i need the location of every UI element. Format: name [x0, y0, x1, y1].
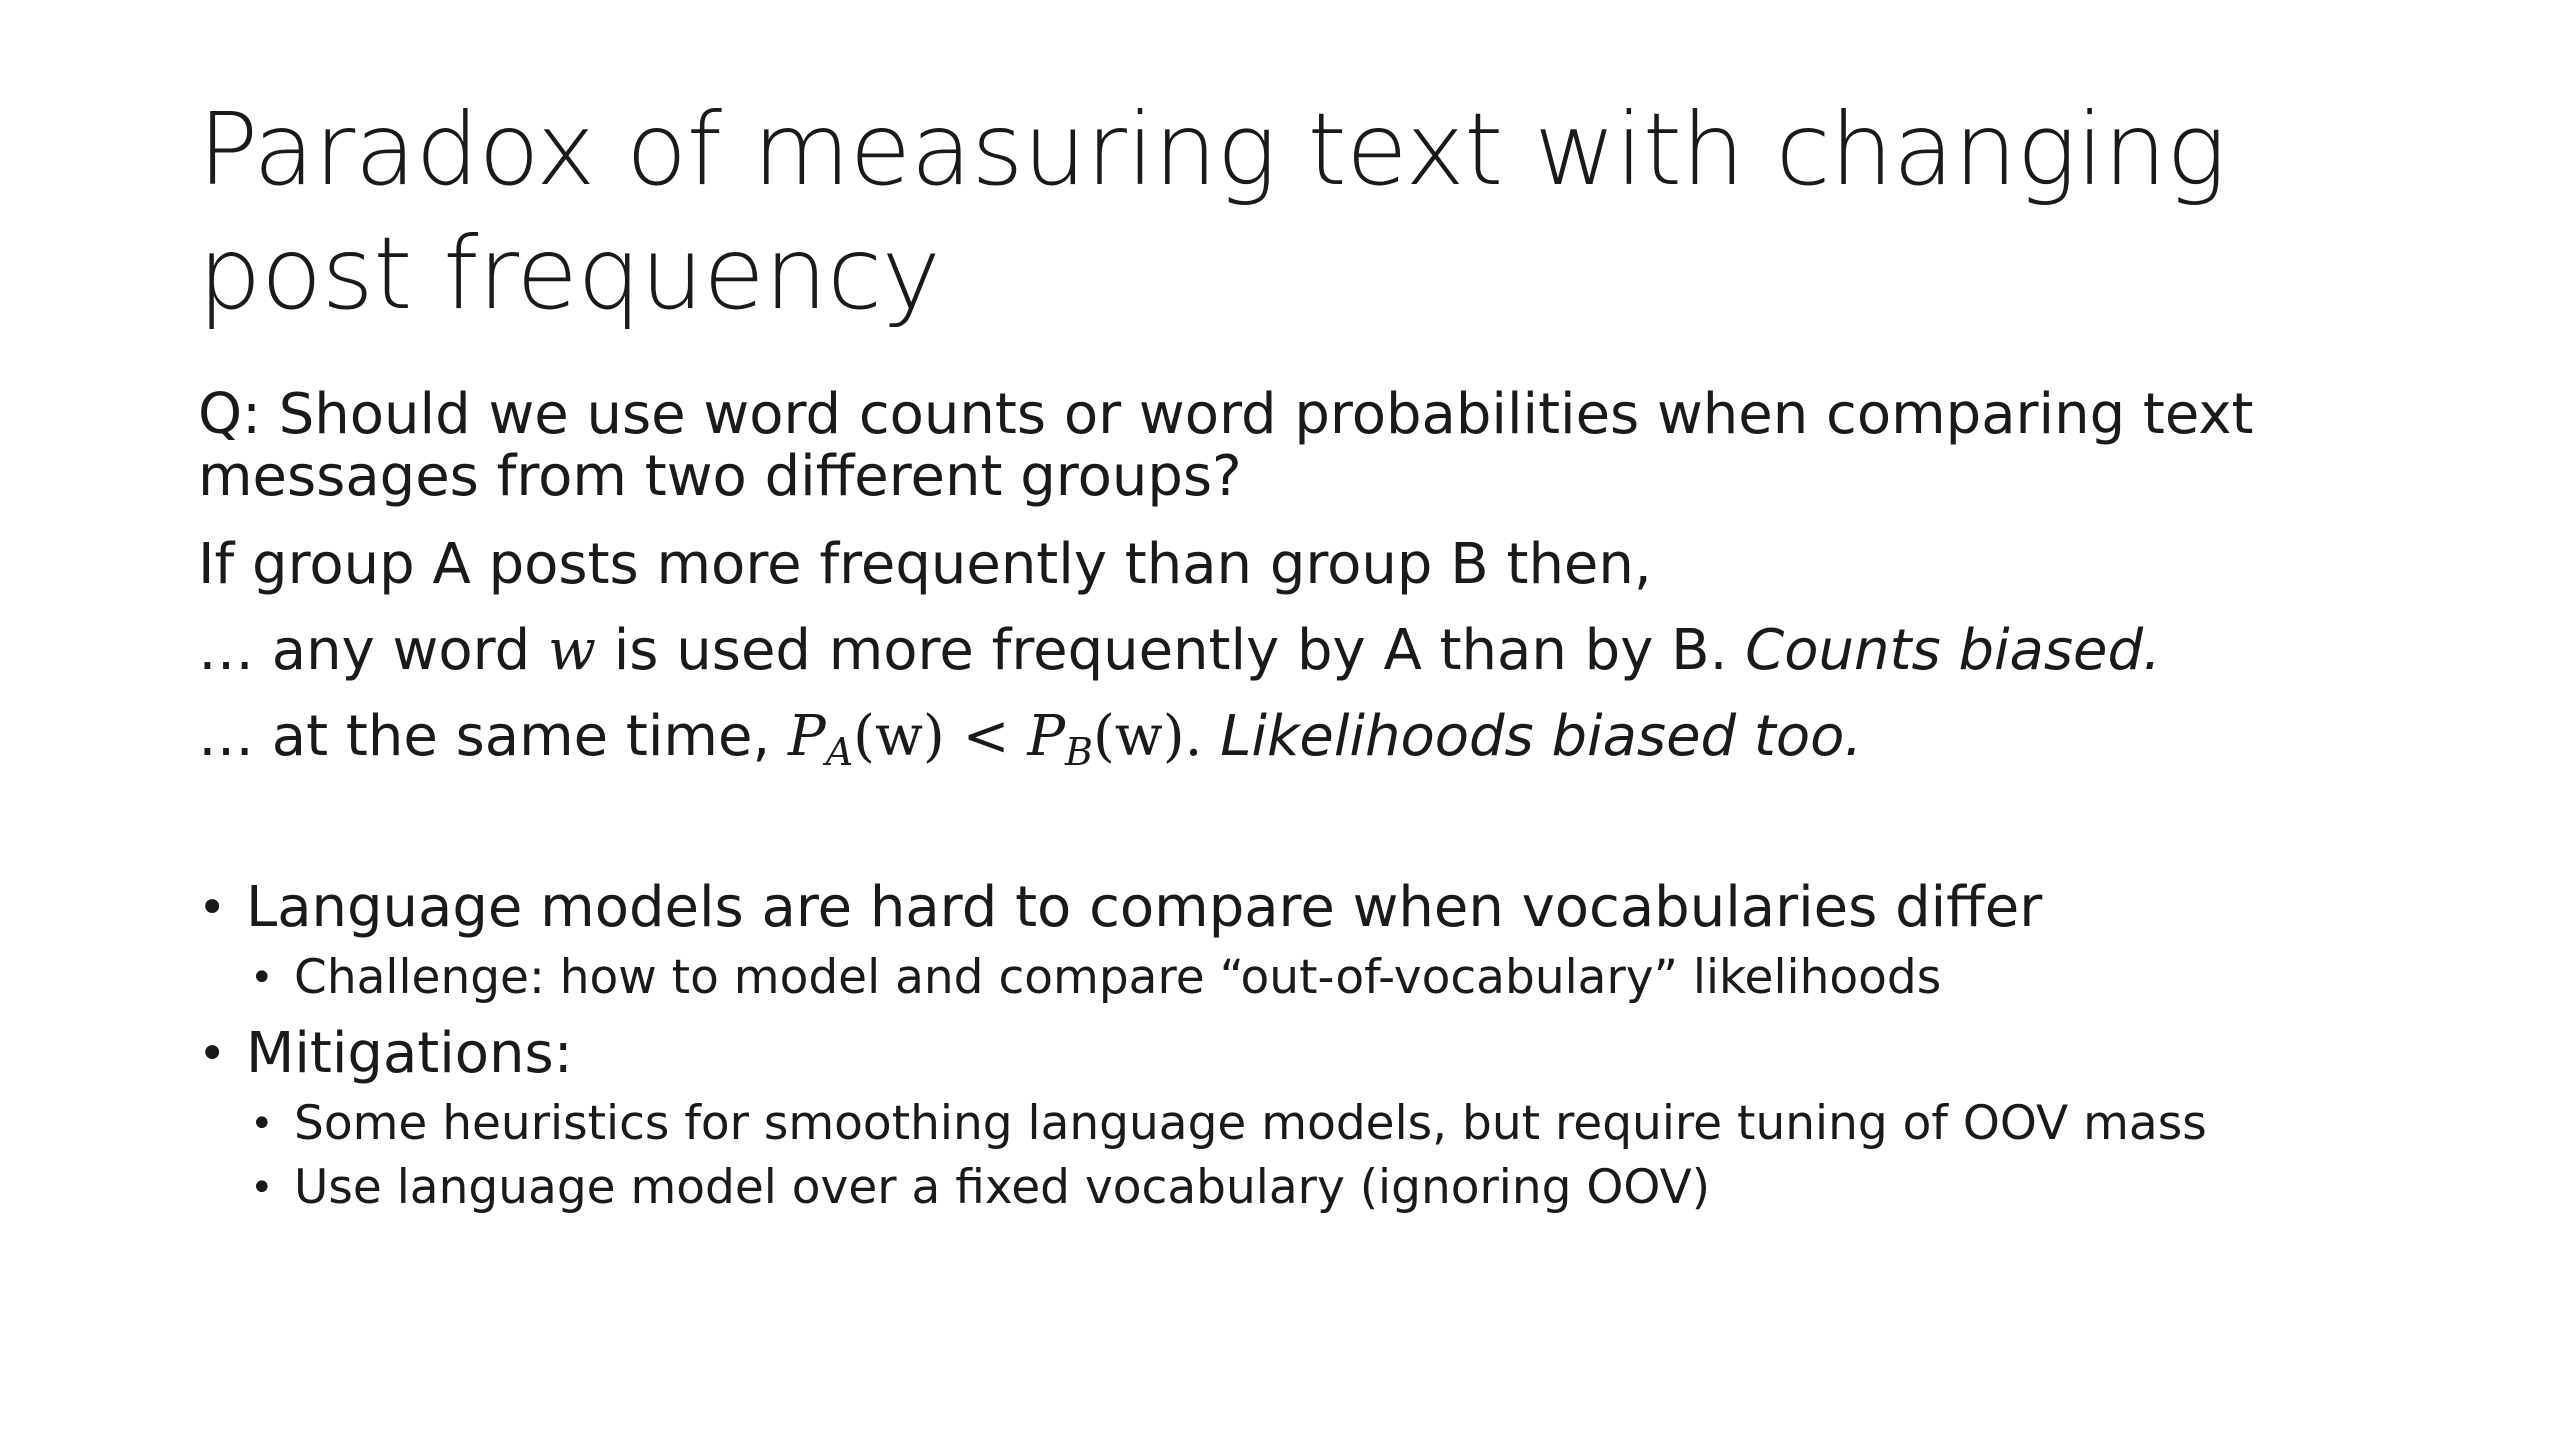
sub-bullet-dot-icon: • — [250, 1101, 274, 1147]
question-text: Q: Should we use word counts or word probabilities when comparing text messages from two different groups? — [198, 382, 2254, 509]
likelihoods-biased-emphasis: Likelihoods biased too. — [1220, 704, 1863, 769]
bullet-dot-icon: • — [198, 1026, 227, 1082]
bullet-text: Mitigations: — [246, 1021, 573, 1086]
bullet-list — [198, 870, 2458, 1226]
slide-title: Paradox of measuring text with changing post frequency — [198, 91, 2226, 332]
bullet-text: Language models are hard to compare when vocabularies differ — [246, 875, 2043, 940]
sub-list-wrapper — [198, 1092, 2458, 1220]
premise-line: If group A posts more frequently than group B then, — [198, 532, 1652, 597]
sub-bullet-list — [198, 946, 2458, 1010]
counts-biased-emphasis: Counts biased. — [1745, 618, 2161, 683]
expression-period: . — [1184, 704, 1221, 769]
sub-bullet-list — [198, 1092, 2458, 1220]
sub-bullet-text: Some heuristics for smoothing language models, but require tuning of OOV mass — [294, 1096, 2207, 1151]
prob-a-symbol: P — [788, 704, 826, 769]
counts-line — [198, 616, 2458, 686]
bullet-item-language-models — [198, 870, 2458, 946]
prob-b-symbol: P — [1027, 704, 1065, 769]
bullet-item-mitigations — [198, 1016, 2458, 1092]
prob-a-argument: (w) — [853, 704, 945, 769]
likelihood-line-prefix: … at the same time, — [198, 704, 788, 769]
sub-bullet-challenge — [198, 946, 2458, 1010]
probability-expression — [788, 704, 1221, 774]
less-than-operator: < — [944, 704, 1028, 769]
sub-bullet-text: Use language model over a fixed vocabulary (ignoring OOV) — [294, 1160, 1711, 1215]
sub-bullet-dot-icon: • — [250, 1165, 274, 1211]
prob-b-argument: (w) — [1092, 704, 1185, 769]
counts-line-prefix: … any word — [198, 618, 548, 683]
bullet-dot-icon: • — [198, 880, 227, 936]
prob-a-subscript: A — [825, 730, 854, 774]
sub-bullet-dot-icon: • — [250, 955, 274, 1001]
prob-b-subscript: B — [1065, 730, 1093, 774]
sub-list-wrapper — [198, 946, 2458, 1010]
counts-line-middle: is used more frequently by A than by B. — [595, 618, 1746, 683]
sub-bullet-fixed-vocabulary — [198, 1156, 2458, 1220]
sub-bullet-text: Challenge: how to model and compare “out-of-vocabulary” likelihoods — [294, 950, 1942, 1005]
sub-bullet-heuristics — [198, 1092, 2458, 1156]
likelihood-line — [198, 702, 2458, 772]
word-variable: w — [548, 618, 596, 683]
